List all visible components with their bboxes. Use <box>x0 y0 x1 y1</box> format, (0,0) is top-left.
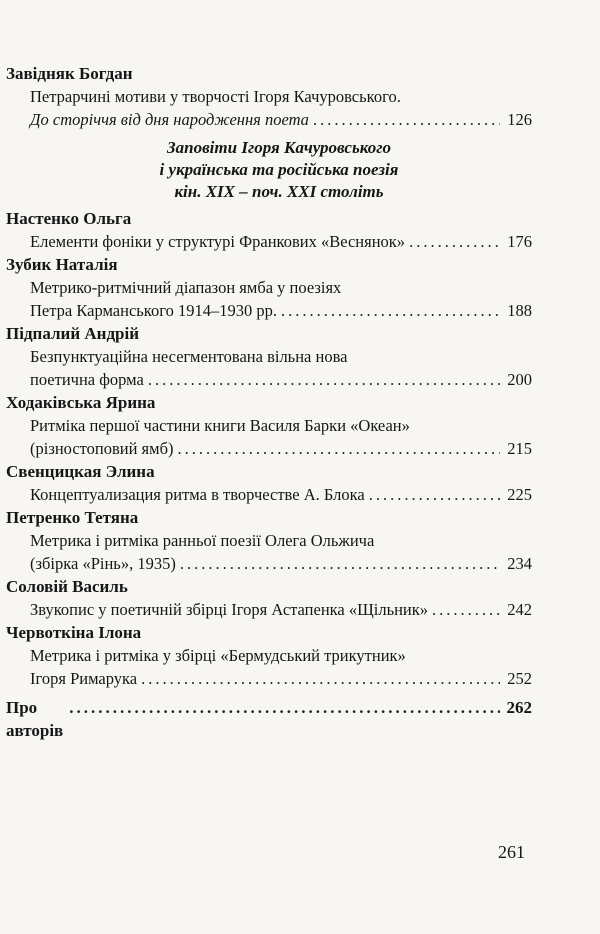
toc-entry <box>6 207 532 253</box>
section-heading-line: Заповіти Ігоря Качуровського <box>166 138 391 157</box>
entry-page: 215 <box>507 439 532 458</box>
entry-author: Ходаківська Ярина <box>6 393 156 412</box>
entry-title-line: Метрика і ритміка у збірці «Бермудський трикутник» <box>30 646 406 665</box>
section-heading-line: і українська та російська поезія <box>159 160 399 179</box>
entry-title-line: Метрика і ритміка ранньої поезії Олега Ольжича <box>30 531 375 550</box>
entry-title-line: До сторіччя від дня народження поета <box>30 110 309 129</box>
leader-dots <box>141 667 500 690</box>
entry-page: 242 <box>507 600 532 619</box>
leader-dots <box>369 483 500 506</box>
entry-title-line: Петра Карманського 1914–1930 рр. <box>30 301 277 320</box>
toc-entry <box>6 575 532 621</box>
entry-page: 234 <box>507 554 532 573</box>
toc-entry <box>6 506 532 575</box>
toc-entry <box>6 621 532 690</box>
entry-page: 200 <box>507 370 532 389</box>
entry-author: Завідняк Богдан <box>6 64 133 83</box>
entry-author: Червоткіна Ілона <box>6 623 142 642</box>
toc-entry <box>6 322 532 391</box>
entry-page: 126 <box>507 110 532 129</box>
page-number: 261 <box>498 842 525 862</box>
section-heading-line: кін. XIX – поч. XXI століть <box>174 182 384 201</box>
entry-author: Свенцицкая Элина <box>6 462 155 481</box>
entry-page: 176 <box>507 232 532 251</box>
entry-title-line: Ритміка першої частини книги Василя Барки «Океан» <box>30 416 410 435</box>
entry-page: 252 <box>507 669 532 688</box>
entry-title-line: (збірка «Рінь», 1935) <box>30 554 176 573</box>
leader-dots <box>281 299 500 322</box>
entry-page: 262 <box>506 698 532 717</box>
leader-dots <box>432 598 500 621</box>
entry-author: Настенко Ольга <box>6 209 132 228</box>
leader-dots <box>148 368 500 391</box>
entry-title-line: Елементи фоніки у структурі Франкових «Веснянок» <box>30 232 406 251</box>
entry-author: Соловій Василь <box>6 577 128 596</box>
toc-entry <box>6 253 532 322</box>
entry-title-line: Безпунктуаційна несегментована вільна нова <box>30 347 348 366</box>
entry-author: Зубик Наталія <box>6 255 118 274</box>
toc-entry <box>6 62 532 131</box>
toc-entry <box>6 696 532 742</box>
toc-entry <box>6 460 532 506</box>
section-heading <box>6 137 532 203</box>
entry-page: 225 <box>507 485 532 504</box>
entry-title-line: Концептуализация ритма в творчестве А. Блока <box>30 485 365 504</box>
entry-title-line: Ігоря Римарука <box>30 669 138 688</box>
entry-title-line: (різностоповий ямб) <box>30 439 174 458</box>
entry-author: Про авторів <box>6 698 64 740</box>
entry-page: 188 <box>507 301 532 320</box>
entry-title-line: Звукопис у поетичній збірці Ігоря Астапенка «Щільник» <box>30 600 429 619</box>
entry-title-line: поетична форма <box>30 370 144 389</box>
table-of-contents <box>6 62 532 742</box>
entry-title-line: Петрарчині мотиви у творчості Ігоря Качуровського. <box>30 87 401 106</box>
leader-dots <box>409 230 500 253</box>
entry-title-line: Метрико-ритмічний діапазон ямба у поезіях <box>30 278 342 297</box>
entry-author: Петренко Тетяна <box>6 508 139 527</box>
entry-author: Підпалий Андрій <box>6 324 140 343</box>
toc-entry <box>6 391 532 460</box>
leader-dots <box>69 696 500 719</box>
leader-dots <box>313 108 500 131</box>
leader-dots <box>180 552 500 575</box>
leader-dots <box>177 437 500 460</box>
